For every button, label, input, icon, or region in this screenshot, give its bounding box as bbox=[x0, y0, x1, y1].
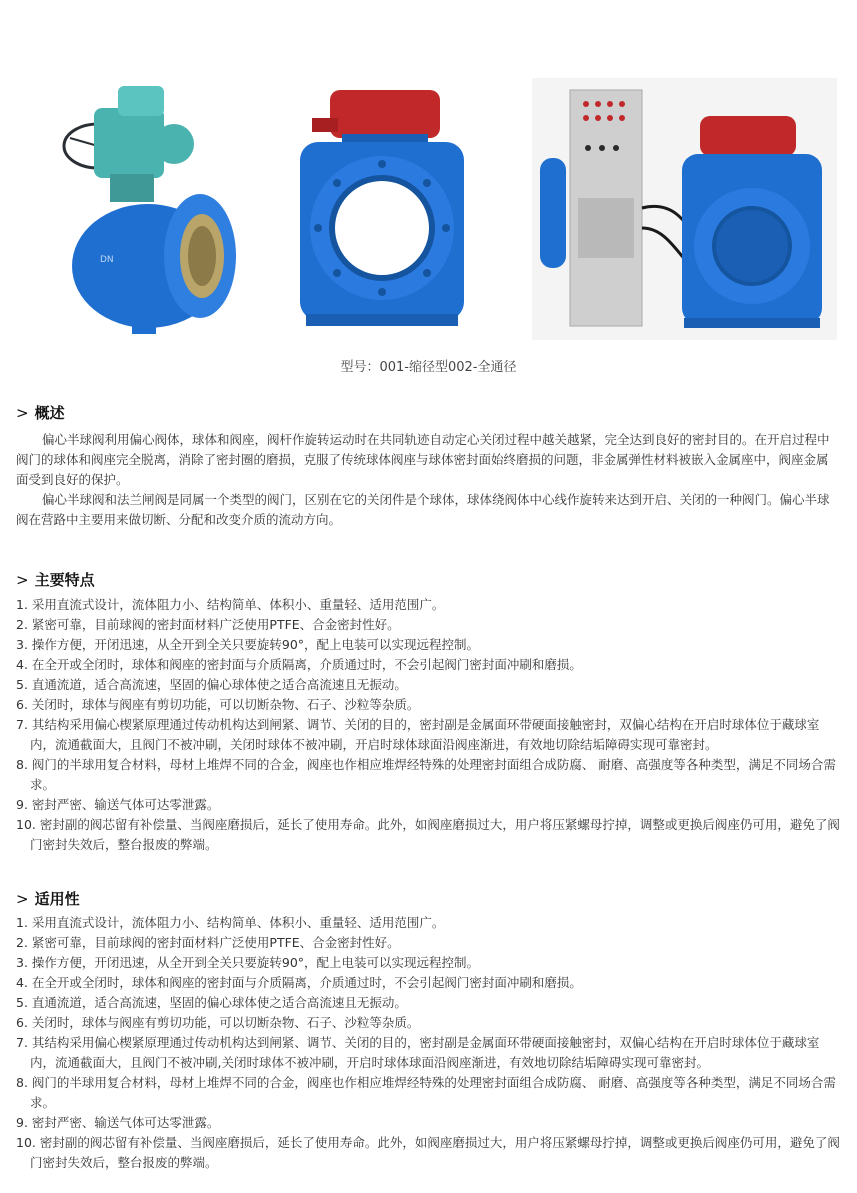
list-item: 8. 阀门的半球用复合材料，母材上堆焊不同的合金，阀座也作相应堆焊经特殊的处理密封面组合成防腐、 耐磨、高强度等各种类型，满足不同场合需求。 bbox=[16, 1075, 836, 1110]
section-title-text: 主要特点 bbox=[34, 571, 95, 589]
list-item: 7. 其结构采用偏心楔紧原理通过传动机构达到闸紧、调节、关闭的目的，密封副是金属面环带硬面接触密封，双偏心结构在开启时球体位于藏球室内，流通截面大，且阀门不被冲刷,关闭时球体不被冲刷，开启时球体球面沿阀座渐进，有效地切除结垢障碍实现可靠密封。 bbox=[16, 1035, 820, 1070]
list-item: 6. 关闭时，球体与阀座有剪切功能，可以切断杂物、石子、沙粒等杂质。 bbox=[16, 1015, 420, 1030]
list-item: 3. 操作方便，开闭迅速，从全开到全关只要旋转90°，配上电装可以实现远程控制。 bbox=[16, 955, 480, 970]
list-item: 6. 关闭时，球体与阀座有剪切功能，可以切断杂物、石子、沙粒等杂质。 bbox=[16, 697, 420, 712]
overview-paragraphs bbox=[16, 430, 838, 530]
list-item: 9. 密封严密、输送气体可达零泄露。 bbox=[16, 797, 220, 812]
paragraph: 偏心半球阀利用偏心阀体，球体和阀座，阀杆作旋转运动时在共同轨迹自动定心关闭过程中越关越紧，完全达到良好的密封目的。在开启过程中阀门的球体和阀座完全脱离，消除了密封圈的磨损，克服了传统球体阀座与球体密封面始终磨损的问题，非金属弹性材料被嵌入金属座中，阀座金属面受到良好的保护。 bbox=[16, 432, 830, 487]
list-item: 4. 在全开或全闭时，球体和阀座的密封面与介质隔离，介质通过时，不会引起阀门密封面冲刷和磨损。 bbox=[16, 975, 582, 990]
section-title-features bbox=[16, 569, 95, 590]
list-item: 2. 紧密可靠，目前球阀的密封面材料广泛使用PTFE、合金密封性好。 bbox=[16, 617, 400, 632]
chevron-right-icon: > bbox=[16, 890, 29, 908]
chevron-right-icon: > bbox=[16, 404, 29, 422]
section-title-overview bbox=[16, 402, 65, 423]
list-item: 9. 密封严密、输送气体可达零泄露。 bbox=[16, 1115, 220, 1130]
list-item: 8. 阀门的半球用复合材料，母材上堆焊不同的合金，阀座也作相应堆焊经特殊的处理密封面组合成防腐、 耐磨、高强度等各种类型，满足不同场合需求。 bbox=[16, 757, 836, 792]
paragraph: 偏心半球阀和法兰闸阀是同属一个类型的阀门，区别在它的关闭件是个球体，球体绕阀体中心线作旋转来达到开启、关闭的一种阀门。偏心半球阀在营路中主要用来做切断、分配和改变介质的流动方向。 bbox=[16, 492, 830, 527]
list-item: 3. 操作方便，开闭迅速，从全开到全关只要旋转90°，配上电装可以实现远程控制。 bbox=[16, 637, 480, 652]
product-images bbox=[0, 78, 857, 340]
valve-gear-operator-image bbox=[282, 78, 482, 340]
chevron-right-icon: > bbox=[16, 571, 29, 589]
list-item: 5. 直通流道，适合高流速，坚固的偏心球体使之适合高流速且无振动。 bbox=[16, 677, 407, 692]
svg-text:DN: DN bbox=[100, 255, 114, 265]
section-title-applicability bbox=[16, 888, 80, 909]
list-item: 7. 其结构采用偏心楔紧原理通过传动机构达到闸紧、调节、关闭的目的，密封副是金属面环带硬面接触密封，双偏心结构在开启时球体位于藏球室内，流通截面大，且阀门不被冲刷，关闭时球体不被冲刷，开启时球体球面沿阀座渐进，有效地切除结垢障碍实现可靠密封。 bbox=[16, 717, 820, 752]
section-title-text: 概述 bbox=[34, 404, 65, 422]
list-item: 10. 密封副的阀芯留有补偿量、当阀座磨损后，延长了使用寿命。此外，如阀座磨损过大，用户将压紧螺母拧掉，调整或更换后阀座仍可用，避免了阀门密封失效后，整台报废的弊端。 bbox=[16, 817, 840, 852]
list-item: 10. 密封副的阀芯留有补偿量、当阀座磨损后，延长了使用寿命。此外，如阀座磨损过大，用户将压紧螺母拧掉，调整或更换后阀座仍可用，避免了阀门密封失效后，整台报废的弊端。 bbox=[16, 1135, 840, 1170]
features-list bbox=[16, 595, 840, 855]
model-caption: 型号：001-缩径型002-全通径 bbox=[340, 360, 517, 375]
list-item: 1. 采用直流式设计，流体阻力小、结构简单、体积小、重量轻、适用范围广。 bbox=[16, 597, 445, 612]
list-item: 1. 采用直流式设计，流体阻力小、结构简单、体积小、重量轻、适用范围广。 bbox=[16, 915, 445, 930]
applicability-list bbox=[16, 913, 840, 1173]
valve-control-cabinet-image bbox=[532, 78, 837, 340]
list-item: 2. 紧密可靠，目前球阀的密封面材料广泛使用PTFE、合金密封性好。 bbox=[16, 935, 400, 950]
valve-electric-actuator-image bbox=[50, 78, 250, 340]
list-item: 5. 直通流道，适合高流速，坚固的偏心球体使之适合高流速且无振动。 bbox=[16, 995, 407, 1010]
section-title-text: 适用性 bbox=[34, 890, 80, 908]
list-item: 4. 在全开或全闭时，球体和阀座的密封面与介质隔离，介质通过时，不会引起阀门密封面冲刷和磨损。 bbox=[16, 657, 582, 672]
